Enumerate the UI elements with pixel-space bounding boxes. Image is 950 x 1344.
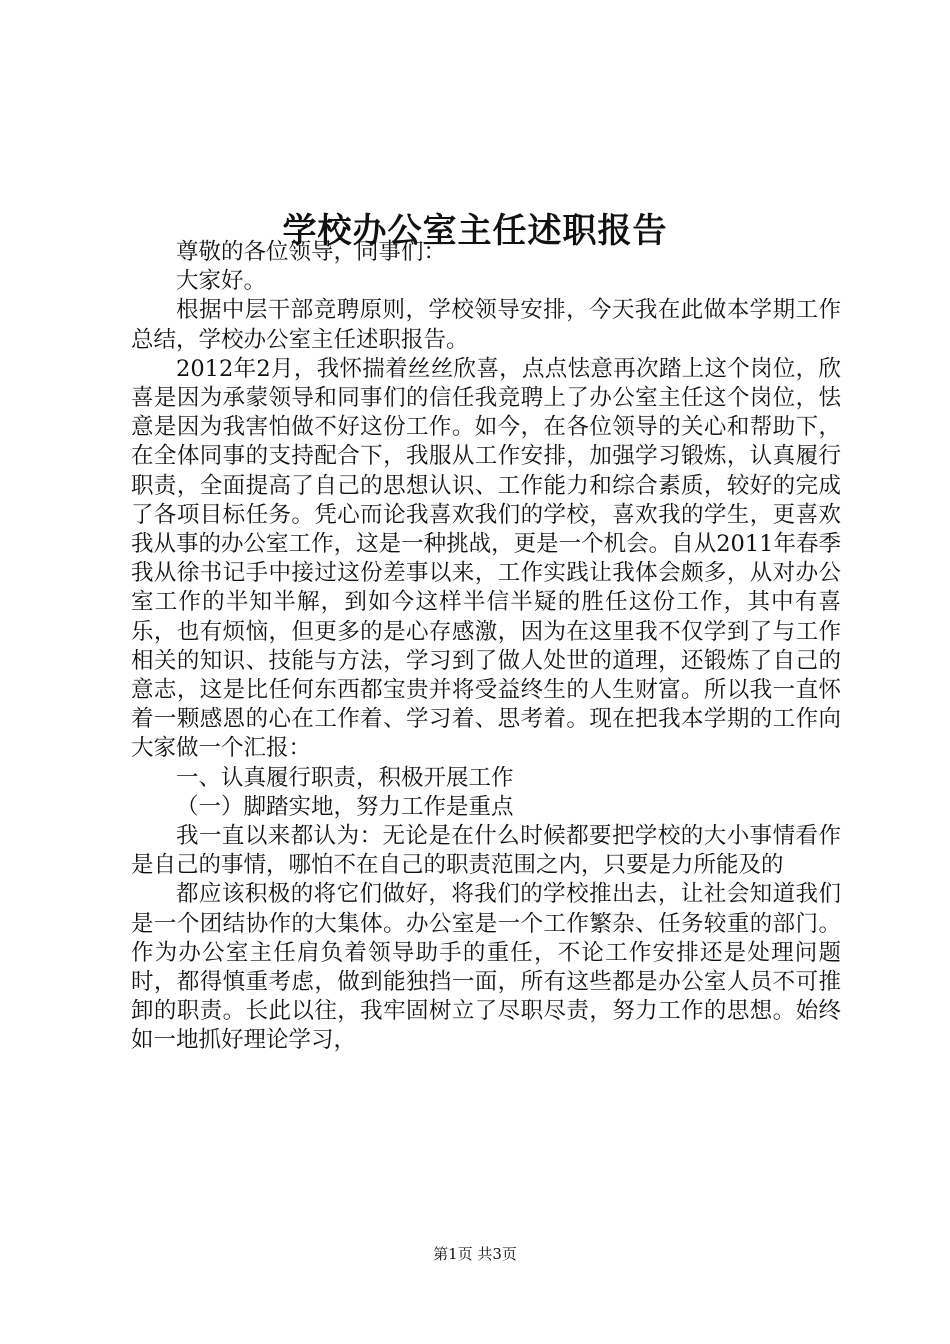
main-paragraph: 2012年2月，我怀揣着丝丝欣喜，点点怯意再次踏上这个岗位，欣喜是因为承蒙领导和同事们的信任我竞聘上了办公室主任这个岗位，怯意是因为我害怕做不好这份工作。如今，在各位领导的关心和帮助下，在全体同事的支持配合下，我服从工作安排，加强学习锻炼，认真履行职责，全面提高了自己的思想认识、工作能力和综合素质，较好的完成了各项目标任务。凭心而论我喜欢我们的学校，喜欢我的学生，更喜欢我从事的办公室工作，这是一种挑战，更是一个机会。自从2011年春季我从徐书记手中接过这份差事以来，工作实践让我体会颇多，从对办公室工作的半知半解，到如今这样半信半疑的胜任这份工作，其中有喜乐，也有烦恼，但更多的是心存感激，因为在这里我不仅学到了与工作相关的知识、技能与方法，学习到了做人处世的道理，还锻炼了自己的意志，这是比任何东西都宝贵并将受益终生的人生财富。所以我一直怀着一颗感恩的心在工作着、学习着、思考着。现在把我本学期的工作向大家做一个汇报： <box>131 355 841 762</box>
greeting-paragraph: 大家好。 <box>176 268 267 295</box>
section-heading: 一、认真履行职责，积极开展工作 <box>176 764 514 791</box>
intro-paragraph: 根据中层干部竞聘原则，学校领导安排，今天我在此做本学期工作总结，学校办公室主任述职报告。 <box>131 297 841 353</box>
salutation-paragraph: 尊敬的各位领导，同事们： <box>176 239 447 265</box>
body-paragraph-continued: 都应该积极的将它们做好，将我们的学校推出去，让社会知道我们是一个团结协作的大集体。办公室是一个工作繁杂、任务较重的部门。作为办公室主任肩负着领导助手的重任，不论工作安排还是处理问题时，都得慎重考虑，做到能独挡一面，所有这些都是办公室人员不可推卸的职责。长此以往，我牢固树立了尽职尽责，努力工作的思想。始终如一地抓好理论学习， <box>131 881 841 1054</box>
page-number-footer: 第1页 共3页 <box>433 1245 517 1263</box>
subsection-heading: （一）脚踏实地，努力工作是重点 <box>176 793 514 820</box>
document-body <box>131 238 841 1056</box>
body-paragraph: 我一直以来都认为：无论是在什么时候都要把学校的大小事情看作是自己的事情，哪怕不在自己的职责范围之内，只要是力所能及的 <box>131 823 841 879</box>
document-title: 学校办公室主任述职报告 <box>282 210 668 251</box>
